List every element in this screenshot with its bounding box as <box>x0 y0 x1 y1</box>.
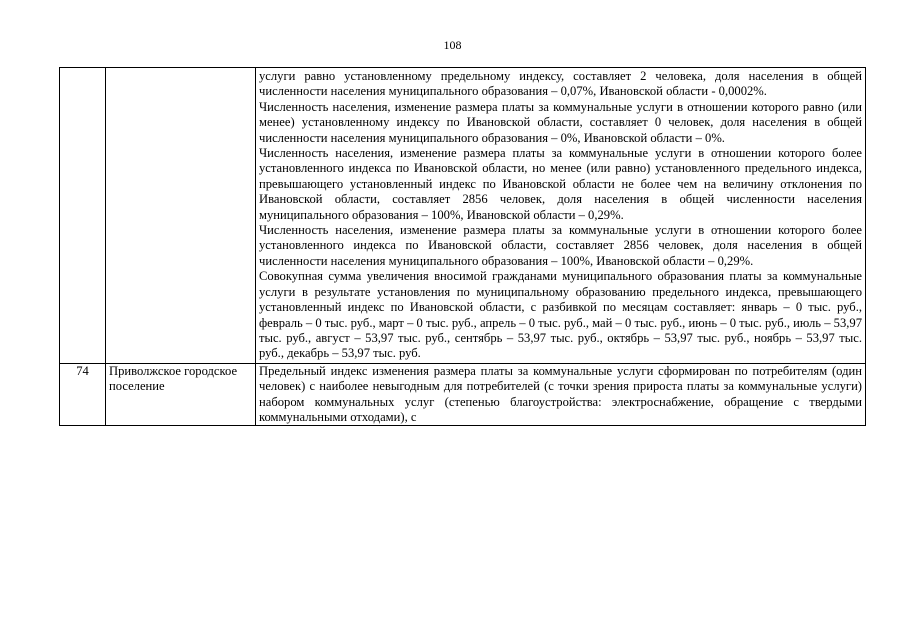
row-number-cell: 74 <box>60 363 106 426</box>
municipal-index-table <box>59 67 866 426</box>
description-cell <box>256 363 866 426</box>
paragraph: Численность населения, изменение размера платы за коммунальные услуги в отношении которого более установленного индекса по Ивановской области, составляет 2856 человек, доля населения в общей численности населения муниципального образования – 100%, Ивановской области – 0,29%. <box>259 223 862 268</box>
paragraph: Совокупная сумма увеличения вносимой гражданами муниципального образования платы за коммунальные услуги в результате установления по муниципальному образованию предельного индекса, превышающего установленный индекс по Ивановской области, с разбивкой по месяцам составляет: январь – 0 тыс. руб., февраль – 0 тыс. руб., март – 0 тыс. руб., апрель – 0 тыс. руб., май – 0 тыс. руб., июнь – 0 тыс. руб., июль – 53,97 тыс. руб., август – 53,97 тыс. руб., сентябрь – 53,97 тыс. руб., октябрь – 53,97 тыс. руб., ноябрь – 53,97 тыс. руб., декабрь – 53,97 тыс. руб. <box>259 269 862 361</box>
table-row <box>60 363 866 426</box>
row-number-cell <box>60 68 106 364</box>
paragraph: Численность населения, изменение размера платы за коммунальные услуги в отношении которого равно (или менее) установленному индексу по Ивановской области, составляет 0 человек, доля населения в общей численности населения муниципального образования – 0%, Ивановской области – 0%. <box>259 99 862 145</box>
table-row <box>60 68 866 364</box>
page-number: 108 <box>443 38 462 52</box>
description-cell <box>256 68 866 364</box>
municipality-name-cell <box>106 68 256 364</box>
municipality-name-cell: Приволжское городское поселение <box>106 363 256 426</box>
paragraph: Численность населения, изменение размера платы за коммунальные услуги в отношении которого более установленного индекса по Ивановской области, но менее (или равно) установленного предельного индекса, превышающего установленный индекс по Ивановской области не более чем на величину отклонения по Ивановской области, составляет 2856 человек, доля населения в общей численности населения муниципального образования – 100%, Ивановской области – 0,29%. <box>259 146 862 222</box>
paragraph: услуги равно установленному предельному индексу, составляет 2 человека, доля населения в общей численности населения муниципального образования – 0,07%, Ивановской области - 0,0002%. <box>259 69 862 99</box>
paragraph: Предельный индекс изменения размера платы за коммунальные услуги сформирован по потребителям (один человек) с наиболее невыгодным для потребителей (с точки зрения прироста платы за коммунальные услуги) набором коммунальных услуг (степенью благоустройства: электроснабжение, обращение с твердыми коммунальными отходами), с <box>259 363 862 424</box>
